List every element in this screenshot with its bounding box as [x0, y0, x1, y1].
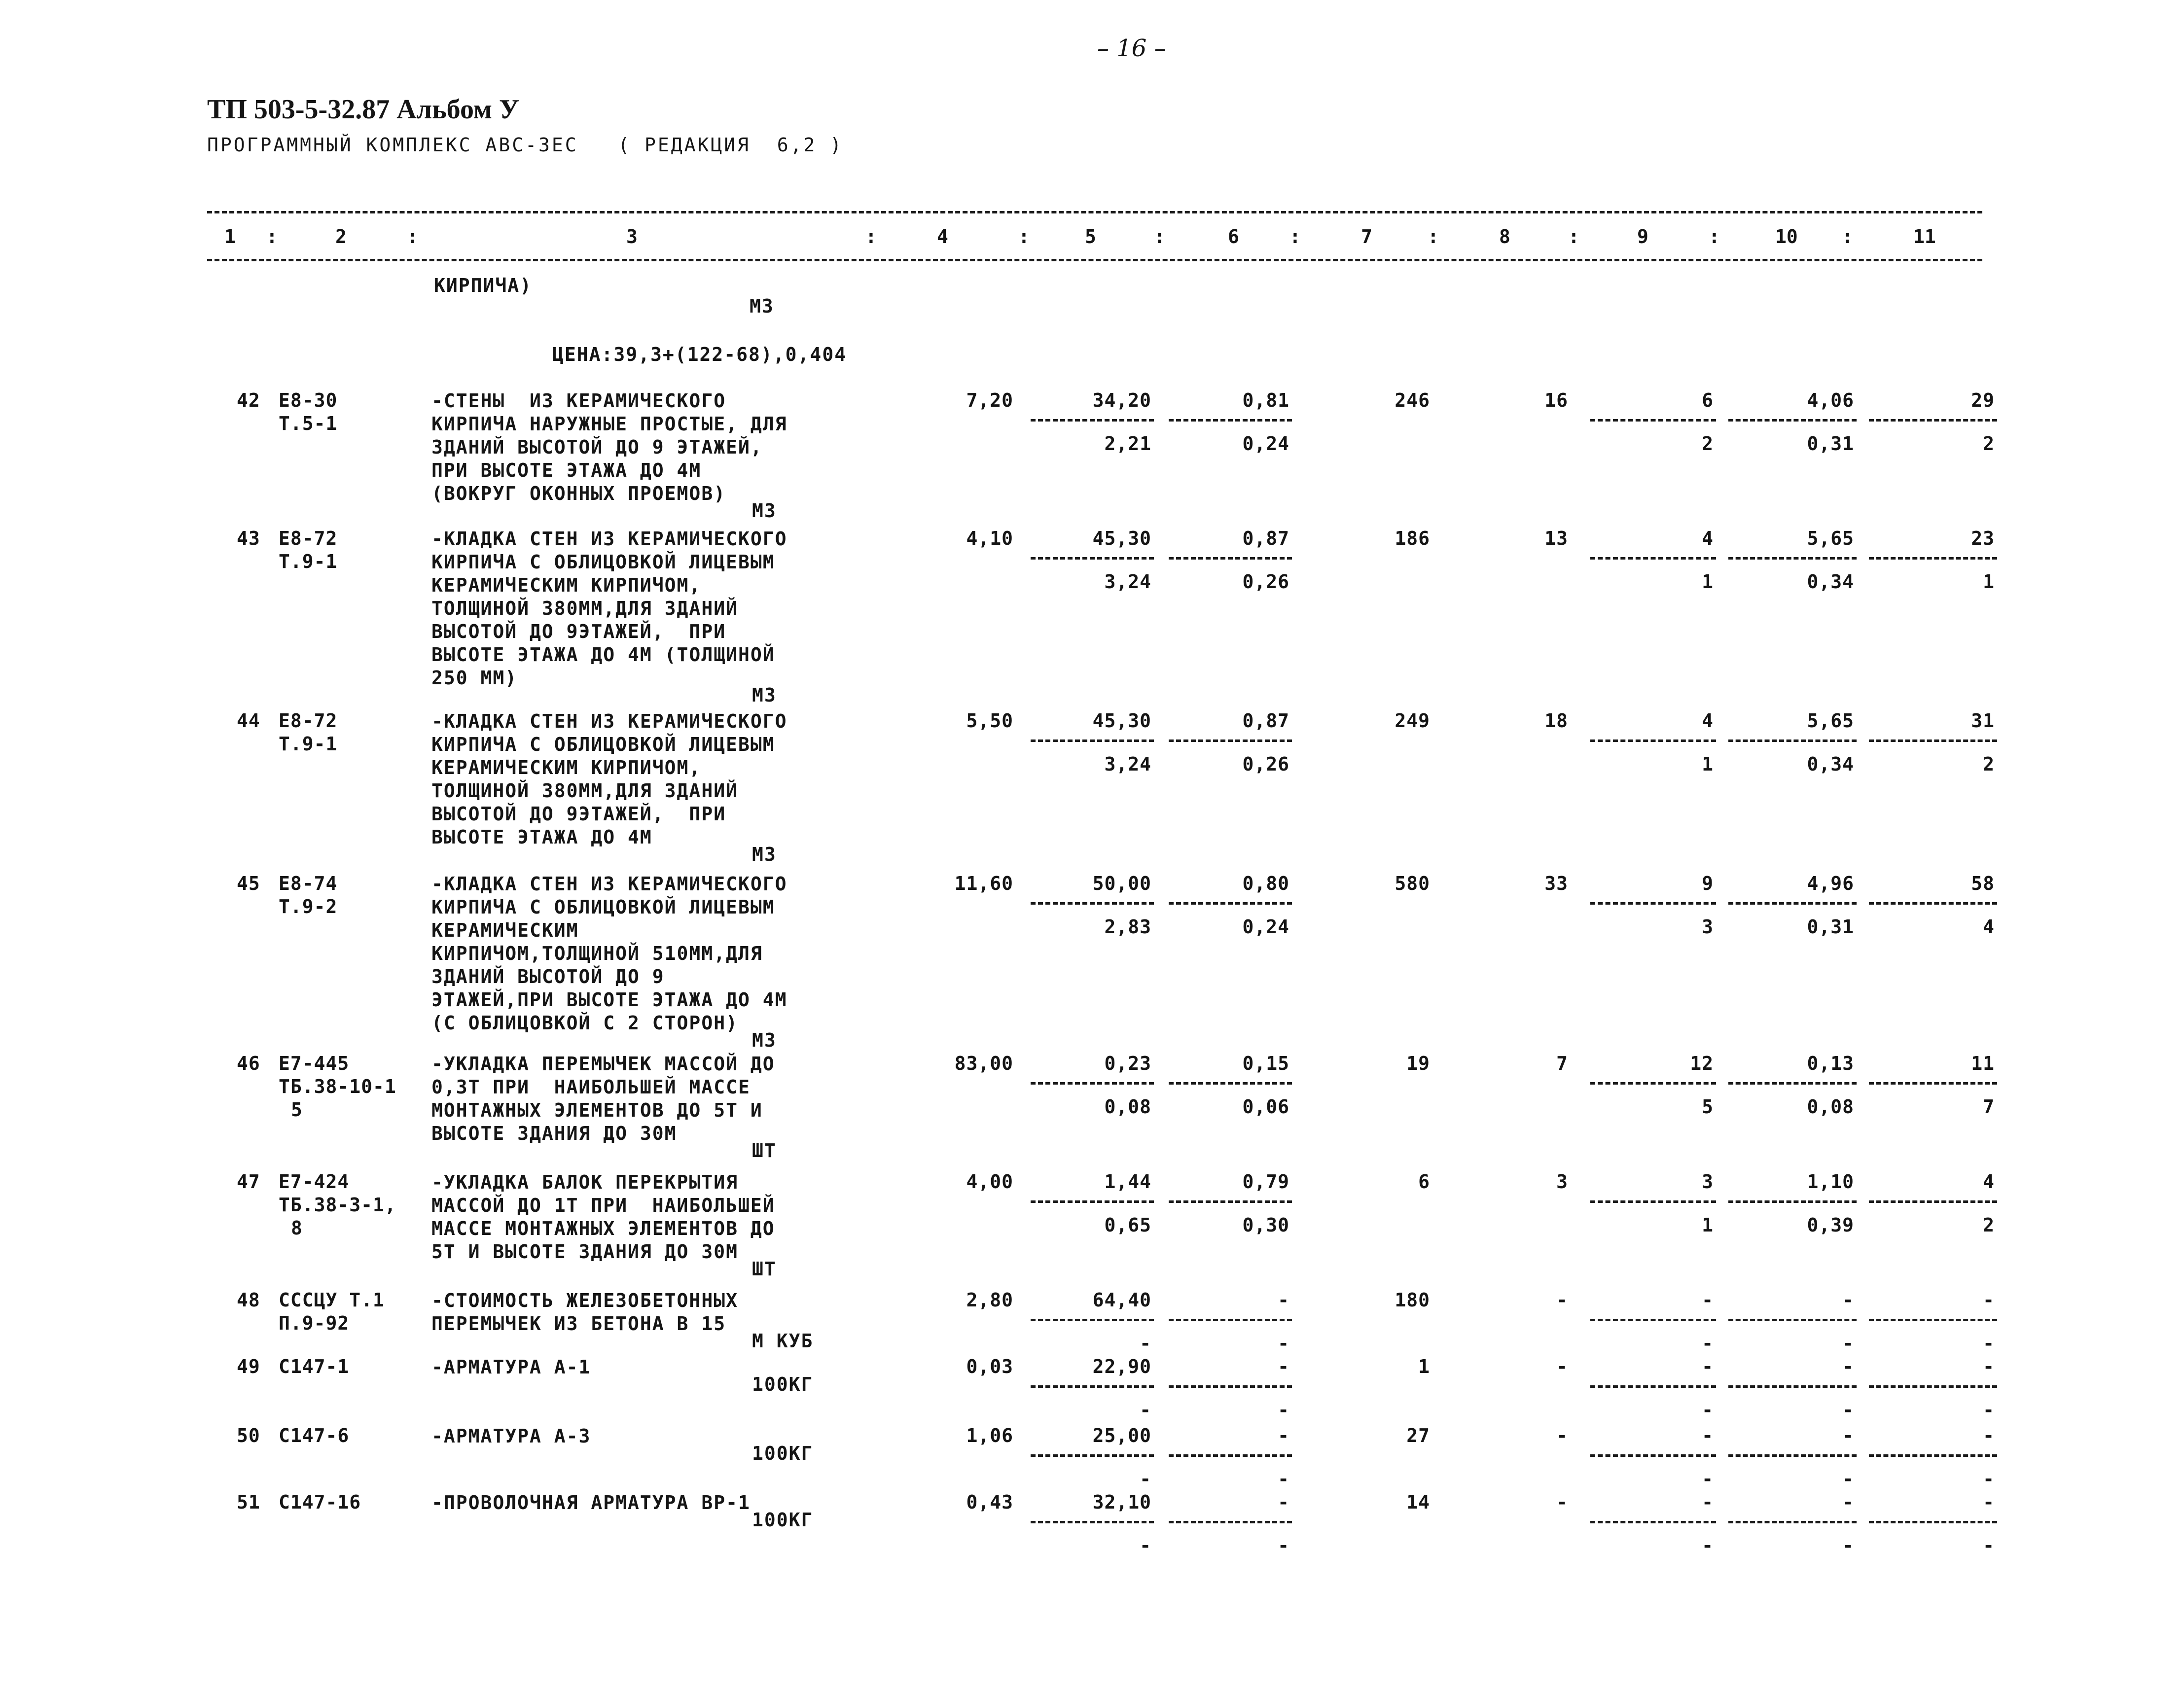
- column-header: 5: [1085, 226, 1096, 247]
- labor-unit: -: [1842, 1289, 1854, 1311]
- unit-cost-wages: -: [1140, 1399, 1151, 1421]
- work-description-line: ВЫСОТОЙ ДО 9ЭТАЖЕЙ, ПРИ: [431, 803, 726, 825]
- labor-total: 4: [1983, 1171, 1995, 1193]
- quantity: 4,00: [966, 1171, 1013, 1193]
- column-separator: :: [1289, 226, 1301, 247]
- quantity: 7,20: [966, 389, 1013, 411]
- unit-cost-wages: -: [1140, 1333, 1151, 1354]
- total-wages: 3: [1556, 1171, 1568, 1193]
- unit-of-measure: М3: [752, 684, 777, 706]
- labor-total-machines: 4: [1983, 916, 1995, 938]
- unit-of-measure: ШТ: [752, 1258, 777, 1280]
- labor-total: 58: [1971, 873, 1995, 894]
- work-description-line: КИРПИЧОМ,ТОЛЩИНОЙ 510ММ,ДЛЯ: [431, 943, 763, 964]
- total-wages: 33: [1544, 873, 1568, 894]
- labor-total-machines: 1: [1983, 571, 1995, 593]
- labor-unit-machines: 0,39: [1807, 1214, 1854, 1236]
- carry-over-unit: М3: [750, 295, 774, 317]
- work-description-line: -АРМАТУРА А-3: [431, 1425, 591, 1447]
- unit-cost-machines-wages: 0,06: [1242, 1096, 1289, 1118]
- labor-unit-machines: 0,34: [1807, 571, 1854, 593]
- total-machines-wages: 1: [1702, 753, 1714, 775]
- work-description-line: -СТОИМОСТЬ ЖЕЛЕЗОБЕТОННЫХ: [431, 1290, 738, 1311]
- unit-cost-machines: 0,87: [1242, 528, 1289, 549]
- unit-of-measure: М3: [752, 1029, 777, 1051]
- norm-code: СССЦУ Т.1: [279, 1289, 385, 1311]
- column-header: 1: [224, 226, 236, 247]
- column-header: 2: [335, 226, 347, 247]
- total-machines: 12: [1690, 1053, 1714, 1074]
- column-separator: :: [1842, 226, 1853, 247]
- fraction-rule: [1869, 902, 1997, 905]
- total-wages: -: [1556, 1425, 1568, 1446]
- total-cost: 6: [1418, 1171, 1430, 1193]
- column-header: 8: [1499, 226, 1510, 247]
- column-header: 6: [1228, 226, 1239, 247]
- unit-cost-machines: 0,80: [1242, 873, 1289, 894]
- column-separator: :: [1709, 226, 1720, 247]
- fraction-rule: [1590, 1385, 1716, 1388]
- work-description-line: ВЫСОТОЙ ДО 9ЭТАЖЕЙ, ПРИ: [431, 621, 726, 642]
- work-description-line: -ПРОВОЛОЧНАЯ АРМАТУРА ВР-1: [431, 1492, 751, 1513]
- fraction-rule: [1869, 739, 1997, 742]
- total-cost: 246: [1395, 389, 1430, 411]
- fraction-rule: [1169, 1082, 1292, 1085]
- work-description-line: -СТЕНЫ ИЗ КЕРАМИЧЕСКОГО: [431, 390, 726, 412]
- labor-total-machines: 2: [1983, 1214, 1995, 1236]
- work-description-line: -КЛАДКА СТЕН ИЗ КЕРАМИЧЕСКОГО: [431, 528, 788, 550]
- norm-code: С147-1: [279, 1356, 350, 1377]
- total-wages: 7: [1556, 1053, 1568, 1074]
- unit-cost-wages: -: [1140, 1468, 1151, 1490]
- unit-of-measure: М КУБ: [752, 1330, 814, 1352]
- work-description-line: ТОЛЩИНОЙ 380ММ,ДЛЯ ЗДАНИЙ: [431, 780, 738, 802]
- norm-reference: Т.9-2: [279, 896, 338, 917]
- total-machines-wages: 1: [1702, 571, 1714, 593]
- quantity: 1,06: [966, 1425, 1013, 1446]
- page-number: – 16 –: [1097, 35, 1166, 62]
- norm-reference-cont: 8: [291, 1217, 303, 1239]
- fraction-rule: [1169, 1319, 1292, 1321]
- fraction-rule: [1031, 419, 1154, 422]
- carry-over-price-note: ЦЕНА:39,3+(122-68),0,404: [552, 344, 847, 365]
- labor-unit: 5,65: [1807, 528, 1854, 549]
- norm-code: Е8-30: [279, 389, 338, 411]
- fraction-rule: [1728, 902, 1857, 905]
- unit-cost-wages: 2,21: [1104, 433, 1151, 455]
- unit-cost: 45,30: [1092, 528, 1151, 549]
- column-header: 3: [626, 226, 638, 247]
- fraction-rule: [1590, 1082, 1716, 1085]
- unit-cost: 45,30: [1092, 710, 1151, 732]
- total-machines-wages: 3: [1702, 916, 1714, 938]
- unit-cost-wages: 0,65: [1104, 1214, 1151, 1236]
- work-description-line: ЗДАНИЙ ВЫСОТОЙ ДО 9: [431, 966, 665, 987]
- labor-total: -: [1983, 1425, 1995, 1446]
- norm-reference-cont: 5: [291, 1099, 303, 1121]
- unit-cost-machines: 0,87: [1242, 710, 1289, 732]
- unit-of-measure: ШТ: [752, 1140, 777, 1161]
- labor-total-machines: -: [1983, 1333, 1995, 1354]
- row-number: 50: [237, 1425, 260, 1446]
- total-wages: 16: [1544, 389, 1568, 411]
- work-description-line: КЕРАМИЧЕСКИМ: [431, 919, 579, 941]
- work-description-line: 250 ММ): [431, 667, 518, 689]
- norm-code: С147-16: [279, 1491, 361, 1513]
- labor-total: 23: [1971, 528, 1995, 549]
- labor-total: -: [1983, 1289, 1995, 1311]
- total-machines: 4: [1702, 528, 1714, 549]
- labor-total-machines: -: [1983, 1399, 1995, 1421]
- fraction-rule: [1869, 1200, 1997, 1203]
- labor-unit: -: [1842, 1425, 1854, 1446]
- fraction-rule: [1169, 1521, 1292, 1523]
- total-machines-wages: -: [1702, 1535, 1714, 1556]
- norm-code: Е7-424: [279, 1171, 350, 1193]
- unit-cost: 64,40: [1092, 1289, 1151, 1311]
- fraction-rule: [1031, 902, 1154, 905]
- total-machines-wages: -: [1702, 1468, 1714, 1490]
- fraction-rule: [1590, 1521, 1716, 1523]
- fraction-rule: [1728, 557, 1857, 560]
- total-cost: 19: [1406, 1053, 1430, 1074]
- norm-code: Е7-445: [279, 1053, 350, 1074]
- unit-cost-machines: -: [1278, 1356, 1289, 1377]
- fraction-rule: [1169, 902, 1292, 905]
- unit-cost: 25,00: [1092, 1425, 1151, 1446]
- unit-cost-wages: 3,24: [1104, 571, 1151, 593]
- work-description-line: ВЫСОТЕ ЗДАНИЯ ДО 30М: [431, 1123, 677, 1144]
- norm-reference: Т.5-1: [279, 413, 338, 434]
- work-description-line: ЗДАНИЙ ВЫСОТОЙ ДО 9 ЭТАЖЕЙ,: [431, 436, 763, 458]
- labor-unit-machines: -: [1842, 1535, 1854, 1556]
- total-machines: -: [1702, 1491, 1714, 1513]
- unit-of-measure: 100КГ: [752, 1443, 814, 1464]
- column-header: 9: [1637, 226, 1648, 247]
- fraction-rule: [1031, 1319, 1154, 1321]
- work-description-line: МАССЕ МОНТАЖНЫХ ЭЛЕМЕНТОВ ДО: [431, 1218, 775, 1239]
- total-machines-wages: 1: [1702, 1214, 1714, 1236]
- fraction-rule: [1728, 1385, 1857, 1388]
- labor-total: 11: [1971, 1053, 1995, 1074]
- total-machines: 6: [1702, 389, 1714, 411]
- labor-unit-machines: 0,34: [1807, 753, 1854, 775]
- labor-unit: 0,13: [1807, 1053, 1854, 1074]
- row-number: 48: [237, 1289, 260, 1311]
- unit-cost-machines-wages: 0,26: [1242, 753, 1289, 775]
- column-separator: :: [1154, 226, 1165, 247]
- labor-total: -: [1983, 1491, 1995, 1513]
- fraction-rule: [1728, 419, 1857, 422]
- work-description-line: ВЫСОТЕ ЭТАЖА ДО 4М (ТОЛЩИНОЙ: [431, 644, 775, 666]
- labor-total: -: [1983, 1356, 1995, 1377]
- fraction-rule: [1869, 419, 1997, 422]
- work-description-line: -УКЛАДКА ПЕРЕМЫЧЕК МАССОЙ ДО: [431, 1053, 775, 1075]
- labor-total-machines: 7: [1983, 1096, 1995, 1118]
- unit-cost-wages: 0,08: [1104, 1096, 1151, 1118]
- quantity: 2,80: [966, 1289, 1013, 1311]
- work-description-line: ВЫСОТЕ ЭТАЖА ДО 4М: [431, 826, 652, 848]
- total-wages: 13: [1544, 528, 1568, 549]
- quantity: 0,43: [966, 1491, 1013, 1513]
- fraction-rule: [1169, 557, 1292, 560]
- norm-code: С147-6: [279, 1425, 350, 1446]
- unit-cost-machines-wages: 0,24: [1242, 433, 1289, 455]
- quantity: 4,10: [966, 528, 1013, 549]
- fraction-rule: [1869, 557, 1997, 560]
- fraction-rule: [1590, 1200, 1716, 1203]
- total-machines: 4: [1702, 710, 1714, 732]
- labor-total-machines: -: [1983, 1468, 1995, 1490]
- unit-of-measure: М3: [752, 500, 777, 522]
- unit-cost-machines-wages: -: [1278, 1468, 1289, 1490]
- unit-cost-machines: 0,79: [1242, 1171, 1289, 1193]
- work-description-line: 0,3Т ПРИ НАИБОЛЬШЕЙ МАССЕ: [431, 1076, 751, 1098]
- fraction-rule: [1728, 739, 1857, 742]
- work-description-line: МАССОЙ ДО 1Т ПРИ НАИБОЛЬШЕЙ: [431, 1195, 775, 1216]
- column-header: 4: [937, 226, 948, 247]
- row-number: 47: [237, 1171, 260, 1193]
- table-header-rule: [207, 259, 1982, 261]
- labor-total: 29: [1971, 389, 1995, 411]
- row-number: 43: [237, 528, 260, 549]
- row-number: 49: [237, 1356, 260, 1377]
- work-description-line: (ВОКРУГ ОКОННЫХ ПРОЕМОВ): [431, 483, 726, 504]
- fraction-rule: [1169, 1200, 1292, 1203]
- labor-unit-machines: 0,08: [1807, 1096, 1854, 1118]
- fraction-rule: [1728, 1521, 1857, 1523]
- labor-total: 31: [1971, 710, 1995, 732]
- norm-reference: ТБ.38-3-1,: [279, 1194, 396, 1216]
- column-separator: :: [1018, 226, 1030, 247]
- work-description-line: 5Т И ВЫСОТЕ ЗДАНИЯ ДО 30М: [431, 1241, 738, 1263]
- unit-cost-wages: 3,24: [1104, 753, 1151, 775]
- fraction-rule: [1169, 1385, 1292, 1388]
- labor-unit: 4,06: [1807, 389, 1854, 411]
- work-description-line: КИРПИЧА С ОБЛИЦОВКОЙ ЛИЦЕВЫМ: [431, 896, 775, 918]
- total-wages: -: [1556, 1491, 1568, 1513]
- norm-code: Е8-72: [279, 528, 338, 549]
- row-number: 51: [237, 1491, 260, 1513]
- column-header: 10: [1775, 226, 1798, 247]
- total-cost: 580: [1395, 873, 1430, 894]
- norm-reference: П.9-92: [279, 1312, 350, 1334]
- fraction-rule: [1031, 1385, 1154, 1388]
- norm-code: Е8-74: [279, 873, 338, 894]
- column-header: 7: [1361, 226, 1372, 247]
- column-separator: :: [1428, 226, 1439, 247]
- unit-cost-machines-wages: -: [1278, 1333, 1289, 1354]
- total-wages: 18: [1544, 710, 1568, 732]
- fraction-rule: [1590, 1454, 1716, 1457]
- work-description-line: -КЛАДКА СТЕН ИЗ КЕРАМИЧЕСКОГО: [431, 710, 788, 732]
- fraction-rule: [1869, 1454, 1997, 1457]
- unit-cost-machines: 0,15: [1242, 1053, 1289, 1074]
- quantity: 0,03: [966, 1356, 1013, 1377]
- labor-unit-machines: 0,31: [1807, 916, 1854, 938]
- work-description-line: КЕРАМИЧЕСКИМ КИРПИЧОМ,: [431, 757, 702, 778]
- unit-cost-machines-wages: -: [1278, 1399, 1289, 1421]
- work-description-line: КИРПИЧА С ОБЛИЦОВКОЙ ЛИЦЕВЫМ: [431, 734, 775, 755]
- total-wages: -: [1556, 1289, 1568, 1311]
- labor-unit: -: [1842, 1356, 1854, 1377]
- work-description-line: ЭТАЖЕЙ,ПРИ ВЫСОТЕ ЭТАЖА ДО 4М: [431, 989, 788, 1011]
- unit-cost: 50,00: [1092, 873, 1151, 894]
- total-machines-wages: 2: [1702, 433, 1714, 455]
- unit-cost-machines: -: [1278, 1289, 1289, 1311]
- fraction-rule: [1031, 1082, 1154, 1085]
- row-number: 42: [237, 389, 260, 411]
- unit-cost-machines: -: [1278, 1425, 1289, 1446]
- fraction-rule: [1031, 557, 1154, 560]
- unit-cost-machines-wages: 0,30: [1242, 1214, 1289, 1236]
- total-machines-wages: -: [1702, 1399, 1714, 1421]
- labor-unit: 4,96: [1807, 873, 1854, 894]
- labor-unit-machines: -: [1842, 1468, 1854, 1490]
- work-description-line: -КЛАДКА СТЕН ИЗ КЕРАМИЧЕСКОГО: [431, 873, 788, 895]
- unit-cost: 34,20: [1092, 389, 1151, 411]
- document-subtitle: ПРОГРАММНЫЙ КОМПЛЕКС АВС-3ЕС ( РЕДАКЦИЯ 6,2 ): [207, 134, 844, 156]
- norm-reference: Т.9-1: [279, 551, 338, 572]
- fraction-rule: [1031, 1521, 1154, 1523]
- total-machines-wages: -: [1702, 1333, 1714, 1354]
- unit-cost: 32,10: [1092, 1491, 1151, 1513]
- labor-unit: 1,10: [1807, 1171, 1854, 1193]
- work-description-line: КИРПИЧА НАРУЖНЫЕ ПРОСТЫЕ, ДЛЯ: [431, 413, 788, 435]
- work-description-line: ТОЛЩИНОЙ 380ММ,ДЛЯ ЗДАНИЙ: [431, 598, 738, 619]
- quantity: 83,00: [954, 1053, 1013, 1074]
- total-cost: 186: [1395, 528, 1430, 549]
- fraction-rule: [1590, 1319, 1716, 1321]
- document-title: ТП 503-5-32.87 Альбом У: [207, 94, 520, 125]
- norm-code: Е8-72: [279, 710, 338, 732]
- column-separator: :: [266, 226, 278, 247]
- fraction-rule: [1869, 1082, 1997, 1085]
- column-separator: :: [865, 226, 877, 247]
- unit-cost-machines: -: [1278, 1491, 1289, 1513]
- work-description-line: ПЕРЕМЫЧЕК ИЗ БЕТОНА В 15: [431, 1313, 726, 1335]
- fraction-rule: [1169, 419, 1292, 422]
- quantity: 11,60: [954, 873, 1013, 894]
- total-wages: -: [1556, 1356, 1568, 1377]
- fraction-rule: [1728, 1454, 1857, 1457]
- work-description-line: КЕРАМИЧЕСКИМ КИРПИЧОМ,: [431, 574, 702, 596]
- unit-cost-wages: -: [1140, 1535, 1151, 1556]
- labor-total-machines: 2: [1983, 753, 1995, 775]
- fraction-rule: [1169, 739, 1292, 742]
- norm-reference: Т.9-1: [279, 733, 338, 755]
- unit-of-measure: 100КГ: [752, 1373, 814, 1395]
- total-machines: -: [1702, 1425, 1714, 1446]
- fraction-rule: [1728, 1082, 1857, 1085]
- fraction-rule: [1031, 1200, 1154, 1203]
- fraction-rule: [1869, 1319, 1997, 1321]
- fraction-rule: [1169, 1454, 1292, 1457]
- table-top-rule: [207, 211, 1982, 213]
- unit-cost: 1,44: [1104, 1171, 1151, 1193]
- unit-of-measure: М3: [752, 844, 777, 865]
- total-machines: 9: [1702, 873, 1714, 894]
- unit-cost-machines-wages: -: [1278, 1535, 1289, 1556]
- unit-cost: 0,23: [1104, 1053, 1151, 1074]
- fraction-rule: [1590, 557, 1716, 560]
- total-machines: -: [1702, 1356, 1714, 1377]
- work-description-line: (С ОБЛИЦОВКОЙ С 2 СТОРОН): [431, 1012, 738, 1034]
- work-description-line: МОНТАЖНЫХ ЭЛЕМЕНТОВ ДО 5Т И: [431, 1099, 763, 1121]
- fraction-rule: [1728, 1200, 1857, 1203]
- total-machines-wages: 5: [1702, 1096, 1714, 1118]
- row-number: 44: [237, 710, 260, 732]
- total-cost: 27: [1406, 1425, 1430, 1446]
- unit-cost: 22,90: [1092, 1356, 1151, 1377]
- total-cost: 14: [1406, 1491, 1430, 1513]
- labor-unit-machines: 0,31: [1807, 433, 1854, 455]
- row-number: 46: [237, 1053, 260, 1074]
- total-machines: -: [1702, 1289, 1714, 1311]
- column-header: 11: [1913, 226, 1936, 247]
- column-separator: :: [1568, 226, 1579, 247]
- labor-unit: 5,65: [1807, 710, 1854, 732]
- unit-cost-wages: 2,83: [1104, 916, 1151, 938]
- fraction-rule: [1031, 739, 1154, 742]
- work-description-line: -УКЛАДКА БАЛОК ПЕРЕКРЫТИЯ: [431, 1171, 738, 1193]
- unit-of-measure: 100КГ: [752, 1509, 814, 1531]
- fraction-rule: [1590, 739, 1716, 742]
- fraction-rule: [1869, 1385, 1997, 1388]
- total-machines: 3: [1702, 1171, 1714, 1193]
- work-description-line: КИРПИЧА С ОБЛИЦОВКОЙ ЛИЦЕВЫМ: [431, 551, 775, 573]
- fraction-rule: [1728, 1319, 1857, 1321]
- labor-total-machines: 2: [1983, 433, 1995, 455]
- fraction-rule: [1590, 419, 1716, 422]
- labor-total-machines: -: [1983, 1535, 1995, 1556]
- unit-cost-machines: 0,81: [1242, 389, 1289, 411]
- fraction-rule: [1031, 1454, 1154, 1457]
- labor-unit-machines: -: [1842, 1399, 1854, 1421]
- column-separator: :: [407, 226, 418, 247]
- unit-cost-machines-wages: 0,26: [1242, 571, 1289, 593]
- quantity: 5,50: [966, 710, 1013, 732]
- carry-over-text: КИРПИЧА): [434, 275, 533, 296]
- labor-unit: -: [1842, 1491, 1854, 1513]
- total-cost: 1: [1418, 1356, 1430, 1377]
- work-description-line: -АРМАТУРА А-1: [431, 1356, 591, 1378]
- total-cost: 180: [1395, 1289, 1430, 1311]
- fraction-rule: [1590, 902, 1716, 905]
- row-number: 45: [237, 873, 260, 894]
- norm-reference: ТБ.38-10-1: [279, 1076, 396, 1097]
- labor-unit-machines: -: [1842, 1333, 1854, 1354]
- total-cost: 249: [1395, 710, 1430, 732]
- work-description-line: ПРИ ВЫСОТЕ ЭТАЖА ДО 4М: [431, 459, 702, 481]
- fraction-rule: [1869, 1521, 1997, 1523]
- unit-cost-machines-wages: 0,24: [1242, 916, 1289, 938]
